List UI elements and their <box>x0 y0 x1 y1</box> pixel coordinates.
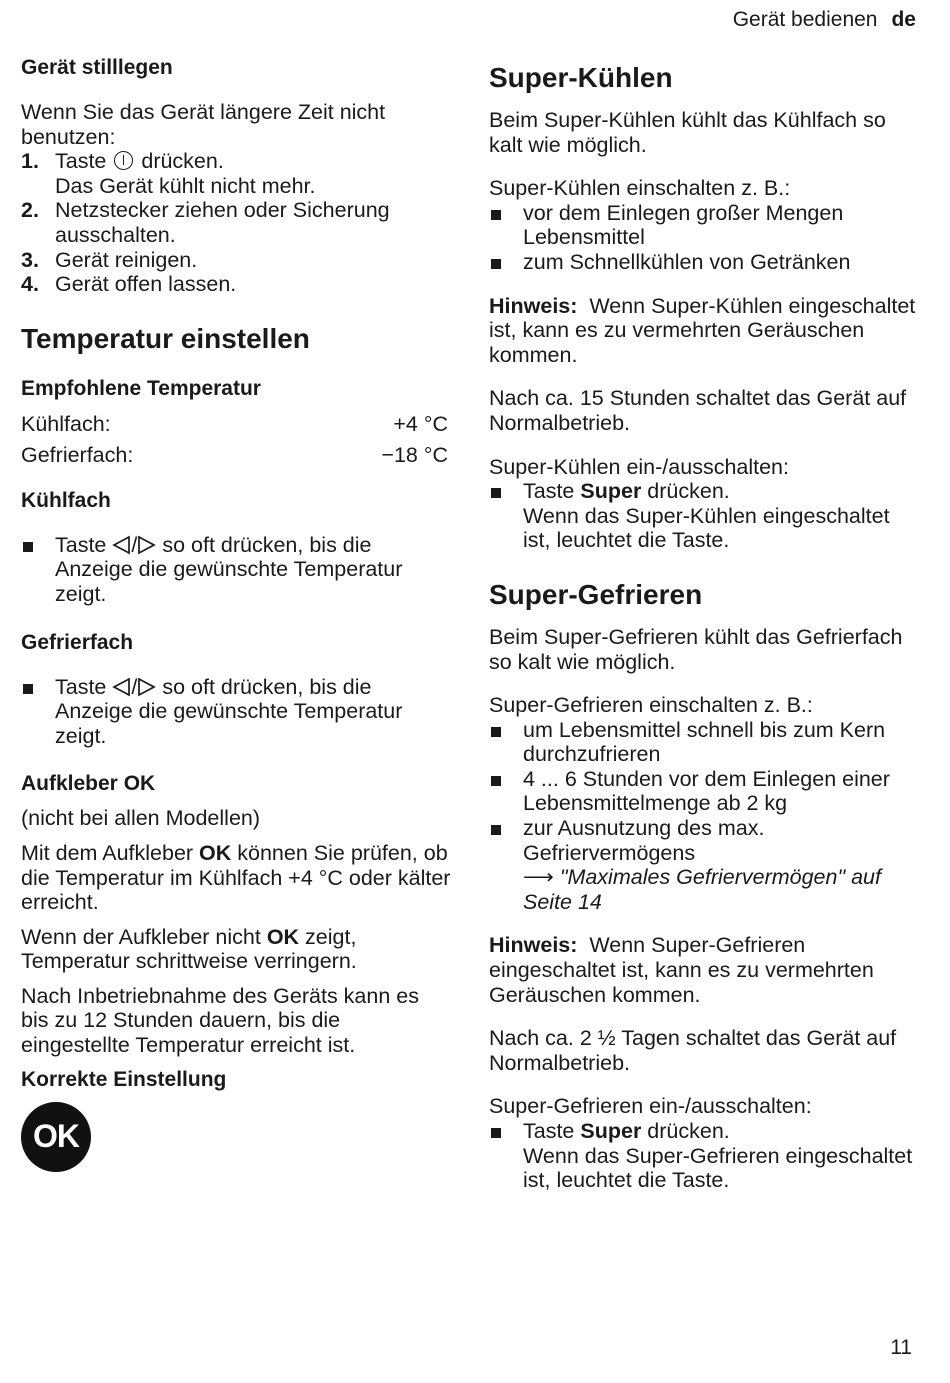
super-kuehlen-intro: Beim Super-Kühlen kühlt das Kühlfach so kalt wie möglich. <box>489 108 886 157</box>
list-item: 2. Netzstecker ziehen oder Sicherung ausschalten. <box>21 198 390 247</box>
table-row: Gefrierfach: −18 °C <box>21 442 448 467</box>
super-gefrieren-toggle: Super-Gefrieren ein-/ausschalten: <box>489 1094 812 1119</box>
aufkleber-paragraph-3: Nach Inbetriebnahme des Geräts kann es bis zu 12 Stunden dauern, bis die eingestellte Temperatur erreicht ist. <box>21 983 419 1058</box>
kuehlfach-list <box>21 533 451 607</box>
list-item: 4 ... 6 Stunden vor dem Einlegen einer Lebensmittelmenge ab 2 kg <box>489 767 919 816</box>
super-kuehlen-normalbetrieb: Nach ca. 15 Stunden schaltet das Gerät auf Normalbetrieb. <box>489 386 907 435</box>
bullet-icon <box>491 776 501 786</box>
super-gefrieren-hinweis: Hinweis: Wenn Super-Gefrieren eingeschaltet ist, kann es zu vermehrten Geräuschen kommen. <box>489 933 874 1007</box>
stilllegen-intro: Wenn Sie das Gerät längere Zeit nicht benutzen: <box>21 100 386 149</box>
heading-aufkleber-ok: Aufkleber OK <box>21 772 156 796</box>
bullet-icon <box>491 259 501 269</box>
list-item: um Lebensmittel schnell bis zum Kern durchzufrieren <box>489 718 919 767</box>
list-item: 4. Gerät offen lassen. <box>21 272 237 297</box>
aufkleber-paragraph-1: Mit dem Aufkleber OK können Sie prüfen, ob die Temperatur im Kühlfach +4 °C oder kälter erreicht. <box>21 840 451 915</box>
arrow-right-icon <box>137 535 156 555</box>
gefrierfach-list <box>21 675 451 749</box>
bullet-icon <box>491 488 501 498</box>
right-column <box>489 62 919 1193</box>
stilllegen-steps <box>21 149 451 297</box>
arrow-right-icon <box>137 677 156 697</box>
bullet-icon <box>491 727 501 737</box>
section-title: Gerät bedienen <box>732 8 878 31</box>
list-item: 1. Taste drücken. Das Gerät kühlt nicht mehr. <box>21 149 316 198</box>
arrow-left-icon <box>112 677 131 697</box>
bullet-icon <box>23 684 33 694</box>
list-item: Taste Super drücken. Wenn das Super-Kühlen eingeschaltet ist, leuchtet die Taste. <box>489 479 919 553</box>
heading-super-kuehlen: Super-Kühlen <box>489 62 673 93</box>
page-number: 11 <box>890 1336 912 1359</box>
super-kuehlen-step <box>489 479 919 553</box>
ok-sticker-icon: OK <box>21 1102 91 1172</box>
cross-reference-arrow-icon: ⟶ <box>523 865 554 890</box>
bullet-icon <box>491 825 501 835</box>
heading-super-gefrieren: Super-Gefrieren <box>489 578 703 610</box>
super-gefrieren-step <box>489 1119 919 1193</box>
heading-kuehlfach: Kühlfach <box>21 488 111 512</box>
aufkleber-note: (nicht bei allen Modellen) <box>21 806 261 831</box>
left-column <box>21 56 451 1172</box>
super-kuehlen-einschalten: Super-Kühlen einschalten z. B.: <box>489 176 791 201</box>
arrow-left-icon <box>112 535 131 555</box>
super-kuehlen-hinweis: Hinweis: Wenn Super-Kühlen eingeschaltet ist, kann es zu vermehrten Geräuschen kommen. <box>489 293 916 367</box>
super-kuehlen-list <box>489 201 919 275</box>
heading-geraet-stilllegen: Gerät stilllegen <box>21 56 173 79</box>
list-item: Taste / so oft drücken, bis die Anzeige die gewünschte Temperatur zeigt. <box>21 675 451 749</box>
super-kuehlen-toggle: Super-Kühlen ein-/ausschalten: <box>489 454 789 479</box>
table-row: Kühlfach: +4 °C <box>21 411 448 436</box>
list-item: 3. Gerät reinigen. <box>21 247 198 272</box>
power-button-icon <box>114 151 133 170</box>
page-header <box>733 8 916 32</box>
super-gefrieren-einschalten: Super-Gefrieren einschalten z. B.: <box>489 693 813 718</box>
list-item: vor dem Einlegen großer Mengen Lebensmittel <box>489 201 919 250</box>
language-code: de <box>891 8 916 31</box>
super-gefrieren-intro: Beim Super-Gefrieren kühlt das Gefrierfach so kalt wie möglich. <box>489 624 903 674</box>
temperature-table <box>21 409 448 471</box>
aufkleber-paragraph-2: Wenn der Aufkleber nicht OK zeigt, Temperatur schrittweise verringern. <box>21 924 357 974</box>
list-item: zum Schnellkühlen von Getränken <box>489 250 919 275</box>
bullet-icon <box>23 542 33 552</box>
list-item: zur Ausnutzung des max. Gefriervermögens ⟶ "Maximales Gefriervermögen" auf Seite 14 <box>489 816 919 914</box>
bullet-icon <box>491 210 501 220</box>
heading-empfohlene-temperatur: Empfohlene Temperatur <box>21 376 261 400</box>
heading-temperatur-einstellen: Temperatur einstellen <box>21 322 310 354</box>
list-item: Taste Super drücken. Wenn das Super-Gefrieren eingeschaltet ist, leuchtet die Taste. <box>489 1119 919 1193</box>
cross-reference-link[interactable]: "Maximales Gefriervermögen" auf Seite 14 <box>523 865 881 914</box>
heading-korrekte-einstellung: Korrekte Einstellung <box>21 1067 227 1091</box>
bullet-icon <box>491 1128 501 1138</box>
list-item: Taste / so oft drücken, bis die Anzeige die gewünschte Temperatur zeigt. <box>21 533 451 607</box>
super-gefrieren-list <box>489 718 919 915</box>
heading-gefrierfach: Gefrierfach <box>21 630 134 654</box>
super-gefrieren-normalbetrieb: Nach ca. 2 ½ Tagen schaltet das Gerät auf Normalbetrieb. <box>489 1026 897 1075</box>
